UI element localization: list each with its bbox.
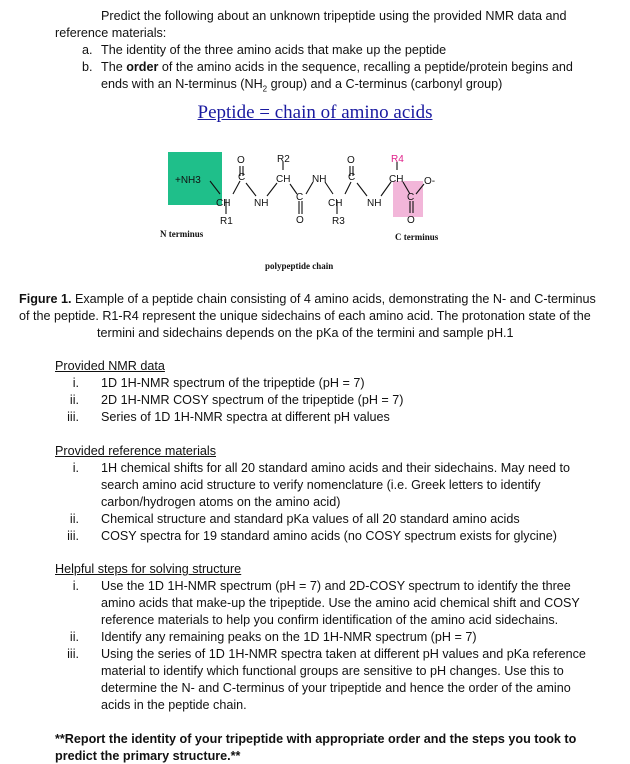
nmr-item-3-marker: iii. [67,410,79,424]
final-line-2: predict the primary structure.** [55,749,241,763]
nh-3: NH [367,198,382,209]
r4-label: R4 [391,154,404,165]
ch-4: CH [389,174,404,185]
r1-label: R1 [220,216,233,227]
steps-item-1-marker: i. [72,579,79,593]
figure-title: Peptide = chain of amino acids [197,102,433,123]
reference-item-1-marker: i. [72,461,79,475]
reference-item-1-line-2: search amino acid structure to verify nomenclature (i.e. Greek letters to identify [101,478,541,492]
caption-line-2: of the peptide. R1-R4 represent the unique sidechains of each amino acid. The protonation state of the [19,309,591,323]
ch-2: CH [276,174,291,185]
intro-item-b-line-1: The order of the amino acids in the sequence, recalling a peptide/protein begins and [101,60,573,74]
o-2: O [296,215,304,226]
intro-line-2: reference materials: [55,26,167,40]
nmr-item-1-marker: i. [72,376,79,390]
nh-2: NH [312,174,327,185]
n-group-label: +NH3 [175,175,201,186]
peptide-diagram [0,96,630,276]
caption-line-1: Figure 1. Example of a peptide chain consisting of 4 amino acids, demonstrating the N- and C-terminus [19,292,596,306]
peptide-figure [0,96,630,276]
n-terminus-label: N terminus [160,229,204,239]
backbone-bonds [210,162,424,214]
reference-item-3-marker: iii. [67,529,79,543]
steps-item-2-marker: ii. [69,630,79,644]
nmr-heading: Provided NMR data [55,359,165,373]
steps-item-3-line-4: acids in the peptide chain. [101,698,247,712]
steps-item-2-line-1: Identify any remaining peaks on the 1D 1H-NMR spectrum (pH = 7) [101,630,477,644]
intro-item-b-marker: b. [82,60,93,74]
c-2: C [296,192,304,203]
o-4: O [407,215,415,226]
nmr-item-2-marker: ii. [69,393,79,407]
polypeptide-chain-label: polypeptide chain [265,261,334,271]
ch-3: CH [328,198,343,209]
nmr-item-1-text: 1D 1H-NMR spectrum of the tripeptide (pH = 7) [101,376,365,390]
reference-item-1-line-1: 1H chemical shifts for all 20 standard amino acids and their sidechains. May need to [101,461,571,475]
c-3: C [348,172,356,183]
reference-item-2-line-1: Chemical structure and standard pKa values of all 20 standard amino acids [101,512,520,526]
o-1: O [237,155,245,166]
intro-item-a-marker: a. [82,43,93,57]
steps-item-3-line-3: determine the N- and C-terminus of your tripeptide and hence the order of the amino [101,681,571,695]
nmr-item-2-text: 2D 1H-NMR COSY spectrum of the tripeptide (pH = 7) [101,393,404,407]
reference-heading: Provided reference materials [55,444,216,458]
reference-item-2-marker: ii. [69,512,79,526]
reference-item-3-line-1: COSY spectra for 19 standard amino acids (no COSY spectrum exists for glycine) [101,529,557,543]
steps-item-1-line-3: reference materials to help you confirm identification of the amino acid sidechains. [101,613,559,627]
c-1: C [238,172,246,183]
intro-line-1: Predict the following about an unknown tripeptide using the provided NMR data and [101,9,567,23]
c-terminus-label: C terminus [395,232,439,242]
r2-label: R2 [277,154,290,165]
steps-heading: Helpful steps for solving structure [55,562,242,576]
nh-1: NH [254,198,269,209]
steps-item-3-line-1: Using the series of 1D 1H-NMR spectra taken at different pH values and pKa reference [101,647,586,661]
ch-1: CH [216,198,231,209]
c-4: C [407,192,415,203]
nmr-item-3-text: Series of 1D 1H-NMR spectra at different pH values [101,410,390,424]
steps-item-1-line-1: Use the 1D 1H-NMR spectrum (pH = 7) and 2D-COSY spectrum to identify the three [101,579,571,593]
intro-item-a-text: The identity of the three amino acids that make up the peptide [101,43,447,57]
steps-item-3-marker: iii. [67,647,79,661]
o-3: O [347,155,355,166]
intro-item-b-line-2: ends with an N-terminus ($NH_2$ group) and a C-terminus (carbonyl group) [101,77,503,94]
steps-item-1-line-2: amino acids that make-up the tripeptide. Use the amino acid chemical shift and COSY [101,596,580,610]
caption-line-3: termini and sidechains depends on the pKa of the termini and sample pH.1 [97,326,514,340]
r3-label: R3 [332,216,345,227]
reference-item-1-line-3: carbon/hydrogen atoms on the amino acid) [101,495,341,509]
o-minus-label: O- [424,176,436,187]
final-line-1: **Report the identity of your tripeptide with appropriate order and the steps you took to [55,732,577,746]
steps-item-3-line-2: material to identify which functional groups are sensitive to pH changes. Use this to [101,664,564,678]
